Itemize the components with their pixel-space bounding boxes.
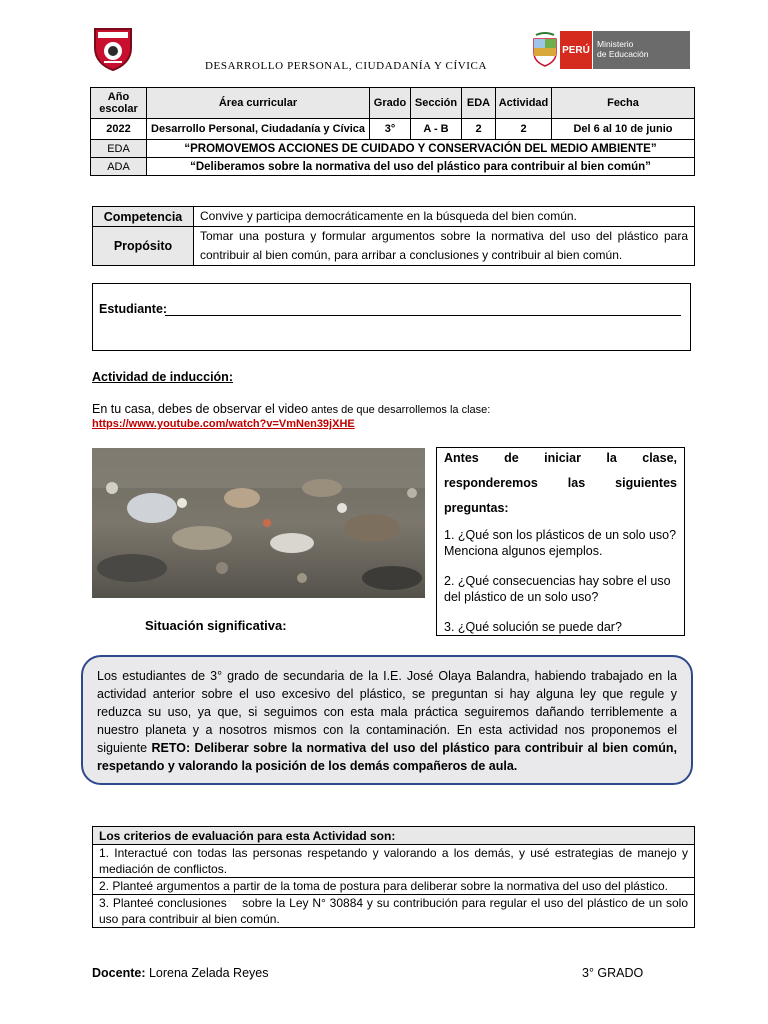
info-table (90, 87, 695, 176)
header-eda: EDA (462, 88, 496, 119)
student-name-field[interactable] (165, 315, 681, 316)
criteria-row (93, 845, 695, 878)
reto-bold: RETO: Deliberar sobre la normativa del uso del plástico para contribuir al bien común, respetando y valorando la posición de los demás compañeros de aula. (97, 741, 677, 773)
proposito-value: Tomar una postura y formular argumentos sobre la normativa del uso del plástico para contribuir al bien común, para arribar a conclusiones y contribuir al bien común. (194, 227, 695, 266)
value-eda: 2 (462, 119, 496, 140)
competencia-table (92, 206, 695, 266)
student-label: Estudiante: (99, 302, 168, 316)
teacher-label: Docente: (92, 966, 146, 980)
competencia-row (93, 207, 695, 227)
video-text-small: antes de que desarrollemos la clase: (308, 404, 491, 416)
plastic-waste-photo (92, 448, 425, 598)
header-title: DESARROLLO PERSONAL, CIUDADANÍA Y CÍVICA (205, 60, 487, 72)
criteria-row (93, 878, 695, 895)
questions-intro-line2: responderemos las siguientes (444, 476, 677, 490)
video-link[interactable]: https://www.youtube.com/watch?v=VmNen39jXHE (92, 418, 355, 430)
header-area: Área curricular (147, 88, 370, 119)
value-date: Del 6 al 10 de junio (552, 119, 695, 140)
teacher-name: Lorena Zelada Reyes (145, 966, 269, 980)
criteria-item: 3. Planteé conclusiones sobre la Ley N° 30884 y su contribución para regular el uso del plástico de un solo uso para contribuir al bien común. (93, 895, 695, 928)
criteria-header-row (93, 827, 695, 845)
header-date: Fecha (552, 88, 695, 119)
header-grade: Grado (370, 88, 411, 119)
criteria-title: Los criterios de evaluación para esta Actividad son: (93, 827, 695, 845)
criteria-item: 2. Planteé argumentos a partir de la toma de postura para deliberar sobre la normativa del uso del plástico. (93, 878, 695, 895)
ministry-logo (530, 31, 690, 69)
footer-teacher (92, 966, 268, 980)
info-values-row (91, 119, 695, 140)
eda-value: “PROMOVEMOS ACCIONES DE CUIDADO Y CONSERVACIÓN DEL MEDIO AMBIENTE” (147, 140, 695, 158)
student-box (92, 283, 691, 351)
induction-title: Actividad de inducción: (92, 370, 233, 384)
eda-label: EDA (91, 140, 147, 158)
header-section: Sección (411, 88, 462, 119)
eda-row (91, 140, 695, 158)
ada-row (91, 158, 695, 176)
questions-intro-line3: preguntas: (444, 501, 509, 515)
criteria-item: 1. Interactué con todas las personas respetando y valorando a los demás, y usé estrategias de manejo y mediación de conflictos. (93, 845, 695, 878)
question-item: 3. ¿Qué solución se puede dar? (444, 620, 622, 634)
competencia-value: Convive y participa democráticamente en la búsqueda del bien común. (194, 207, 695, 227)
reto-box (81, 655, 693, 785)
proposito-label: Propósito (93, 227, 194, 266)
footer-grade: 3° GRADO (582, 966, 644, 980)
ministry-label (592, 31, 690, 69)
info-header-row (91, 88, 695, 119)
header-activity: Actividad (496, 88, 552, 119)
situation-label: Situación significativa: (145, 618, 287, 633)
value-grade: 3° (370, 119, 411, 140)
question-item: 2. ¿Qué consecuencias hay sobre el uso del plástico de un solo uso? (444, 574, 671, 604)
peru-shield-icon (530, 31, 560, 69)
value-year: 2022 (91, 119, 147, 140)
questions-box (436, 447, 685, 636)
video-instructions (92, 402, 490, 416)
question-item: 1. ¿Qué son los plásticos de un solo uso? Menciona algunos ejemplos. (444, 528, 677, 558)
school-crest-icon (92, 26, 134, 72)
video-text-main: En tu casa, debes de observar el video (92, 402, 309, 416)
ministry-line1: Ministerio (597, 39, 634, 49)
proposito-row (93, 227, 695, 266)
value-activity: 2 (496, 119, 552, 140)
questions-intro (444, 446, 677, 521)
peru-label: PERÚ (560, 31, 592, 69)
value-area: Desarrollo Personal, Ciudadanía y Cívica (147, 119, 370, 140)
competencia-label: Competencia (93, 207, 194, 227)
ministry-line2: de Educación (597, 49, 649, 59)
value-section: A - B (411, 119, 462, 140)
ada-label: ADA (91, 158, 147, 176)
reto-text: Los estudiantes de 3° grado de secundaria de la I.E. José Olaya Balandra, habiendo trabajado en la actividad anterior sobre el uso excesivo del plástico, se preguntan si hay alguna ley que regule y reduzca su uso, ya que, si seguimos con esta mala práctica seguiremos dañando terriblemente a nuestro planeta y a nosotros mismos con la contaminación. En esta actividad nos proponemos el siguiente (97, 669, 677, 755)
header-year: Año escolar (91, 88, 147, 119)
questions-intro-line1: Antes de iniciar la clase, (444, 451, 677, 465)
criteria-row (93, 895, 695, 928)
criteria-table (92, 826, 695, 928)
ada-value: “Deliberamos sobre la normativa del uso del plástico para contribuir al bien común” (147, 158, 695, 176)
